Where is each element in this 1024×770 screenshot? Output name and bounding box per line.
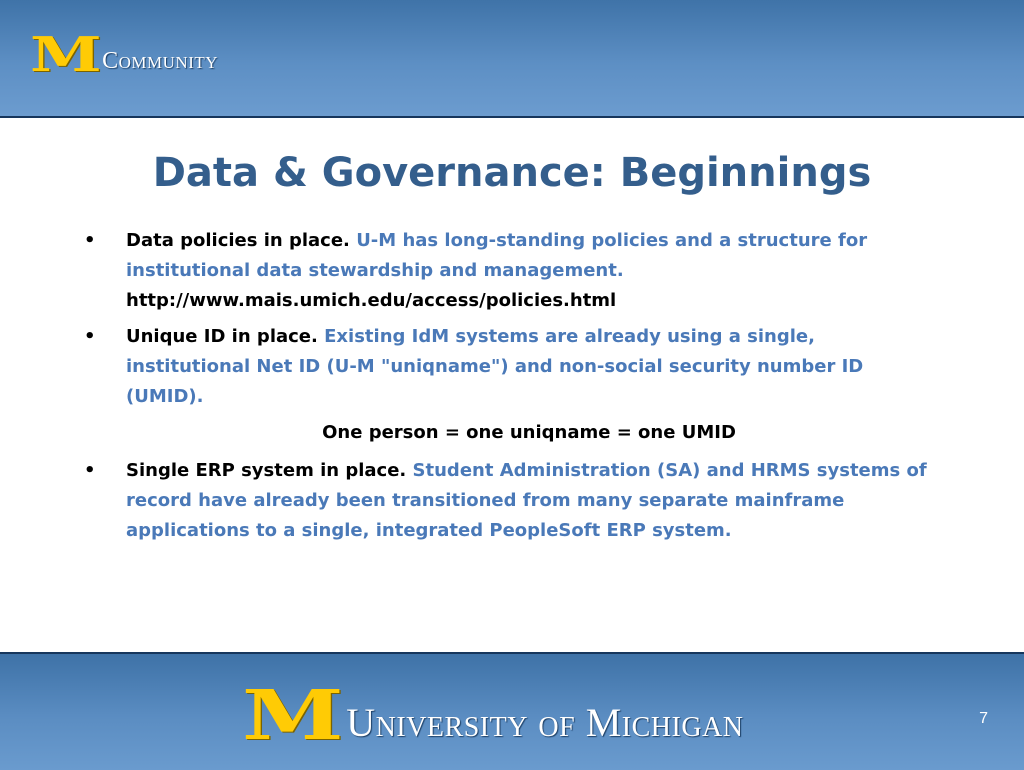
- bullet-detail: U-M has long-standing policies and a structure for institutional data stewardship and management.: [126, 230, 868, 281]
- bullet-lead: Single ERP system in place.: [126, 460, 407, 481]
- bullet-detail: Student Administration (SA) and HRMS systems of record have already been transitioned from many separate mainframe applications to a single, integrated PeopleSoft ERP system.: [126, 460, 927, 541]
- policies-url: http://www.mais.umich.edu/access/policies.html: [126, 290, 617, 311]
- footer-band: [0, 652, 1024, 770]
- block-m-logo-icon: M: [242, 676, 343, 756]
- community-wordmark: Community: [102, 48, 219, 74]
- bullet-single-erp: [84, 456, 934, 546]
- university-wordmark: University of Michigan: [346, 700, 744, 745]
- slide-body: [84, 226, 934, 552]
- header-band: [0, 0, 1024, 118]
- block-m-logo-icon: M: [30, 27, 101, 83]
- bullet-icon: •: [84, 460, 96, 481]
- bullet-icon: •: [84, 326, 96, 347]
- bullet-detail: Existing IdM systems are already using a single, institutional Net ID (U-M "uniqname") and non-social security number ID (UMID).: [126, 326, 864, 407]
- bullet-icon: •: [84, 230, 96, 251]
- community-logo: [30, 27, 219, 83]
- page-number: 7: [979, 710, 988, 727]
- slide-title: Data & Governance: Beginnings: [152, 150, 872, 196]
- bullet-lead: Data policies in place.: [126, 230, 350, 251]
- identity-equation: One person = one uniqname = one UMID: [322, 422, 736, 443]
- bullet-lead: Unique ID in place.: [126, 326, 318, 347]
- bullet-data-policies: [84, 226, 934, 316]
- bullet-unique-id: [84, 322, 934, 412]
- university-logo: [242, 676, 744, 756]
